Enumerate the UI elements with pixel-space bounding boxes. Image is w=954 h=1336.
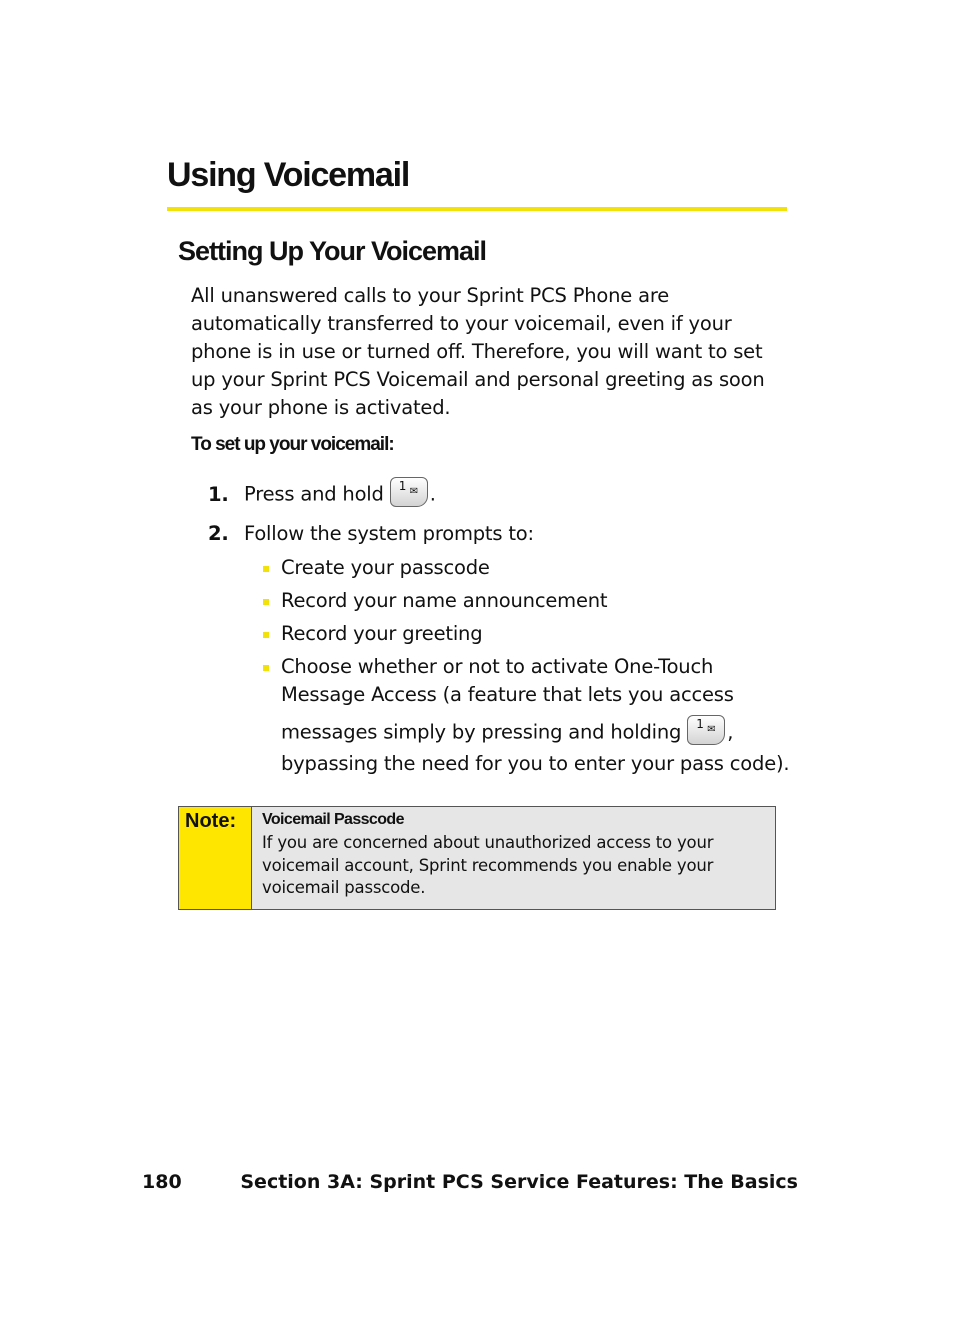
step-number: 1.	[208, 482, 229, 506]
note-body	[252, 807, 775, 909]
note-label: Note:	[185, 810, 237, 832]
bullet-square-icon	[263, 665, 269, 671]
note-box	[178, 806, 776, 910]
bullet-square-icon	[263, 566, 269, 572]
bullet-square-icon	[263, 599, 269, 605]
voicemail-key-icon: 1 ✉	[390, 477, 428, 507]
bullet-item: Choose whether or not to activate One-Touch Message Access (a feature that lets you access messages simply by pressing and holding 1 ✉ , bypassing the need for you to enter your pass code).	[263, 653, 803, 783]
section-subtitle: Setting Up Your Voicemail	[178, 236, 487, 266]
step-text: Follow the system prompts to:	[244, 522, 534, 545]
voicemail-key-icon: 1 ✉	[687, 715, 725, 745]
step-number: 2.	[208, 522, 229, 545]
note-title: Voicemail Passcode	[262, 811, 404, 828]
bullet-square-icon	[263, 632, 269, 638]
procedure-heading: To set up your voicemail:	[191, 434, 394, 455]
step-1: 1. Press and hold 1 ✉ .	[208, 480, 436, 510]
page-number: 180	[142, 1171, 182, 1193]
page-title: Using Voicemail	[167, 156, 410, 194]
step-2	[208, 520, 534, 548]
step-text: Press and hold	[244, 482, 384, 506]
intro-paragraph: All unanswered calls to your Sprint PCS Phone are automatically transferred to your voicemail, even if your phone is in use or turned off. Therefore, you will want to set up your Sprint PCS Voicemail and personal greeting as soon as your phone is activated.	[191, 284, 765, 419]
note-text: If you are concerned about unauthorized access to your voicemail account, Sprint recommends you enable your voicemail passcode.	[262, 833, 714, 897]
note-label-cell	[179, 807, 252, 909]
title-underline	[167, 207, 787, 211]
section-footer: Section 3A: Sprint PCS Service Features: The Basics	[240, 1171, 798, 1193]
